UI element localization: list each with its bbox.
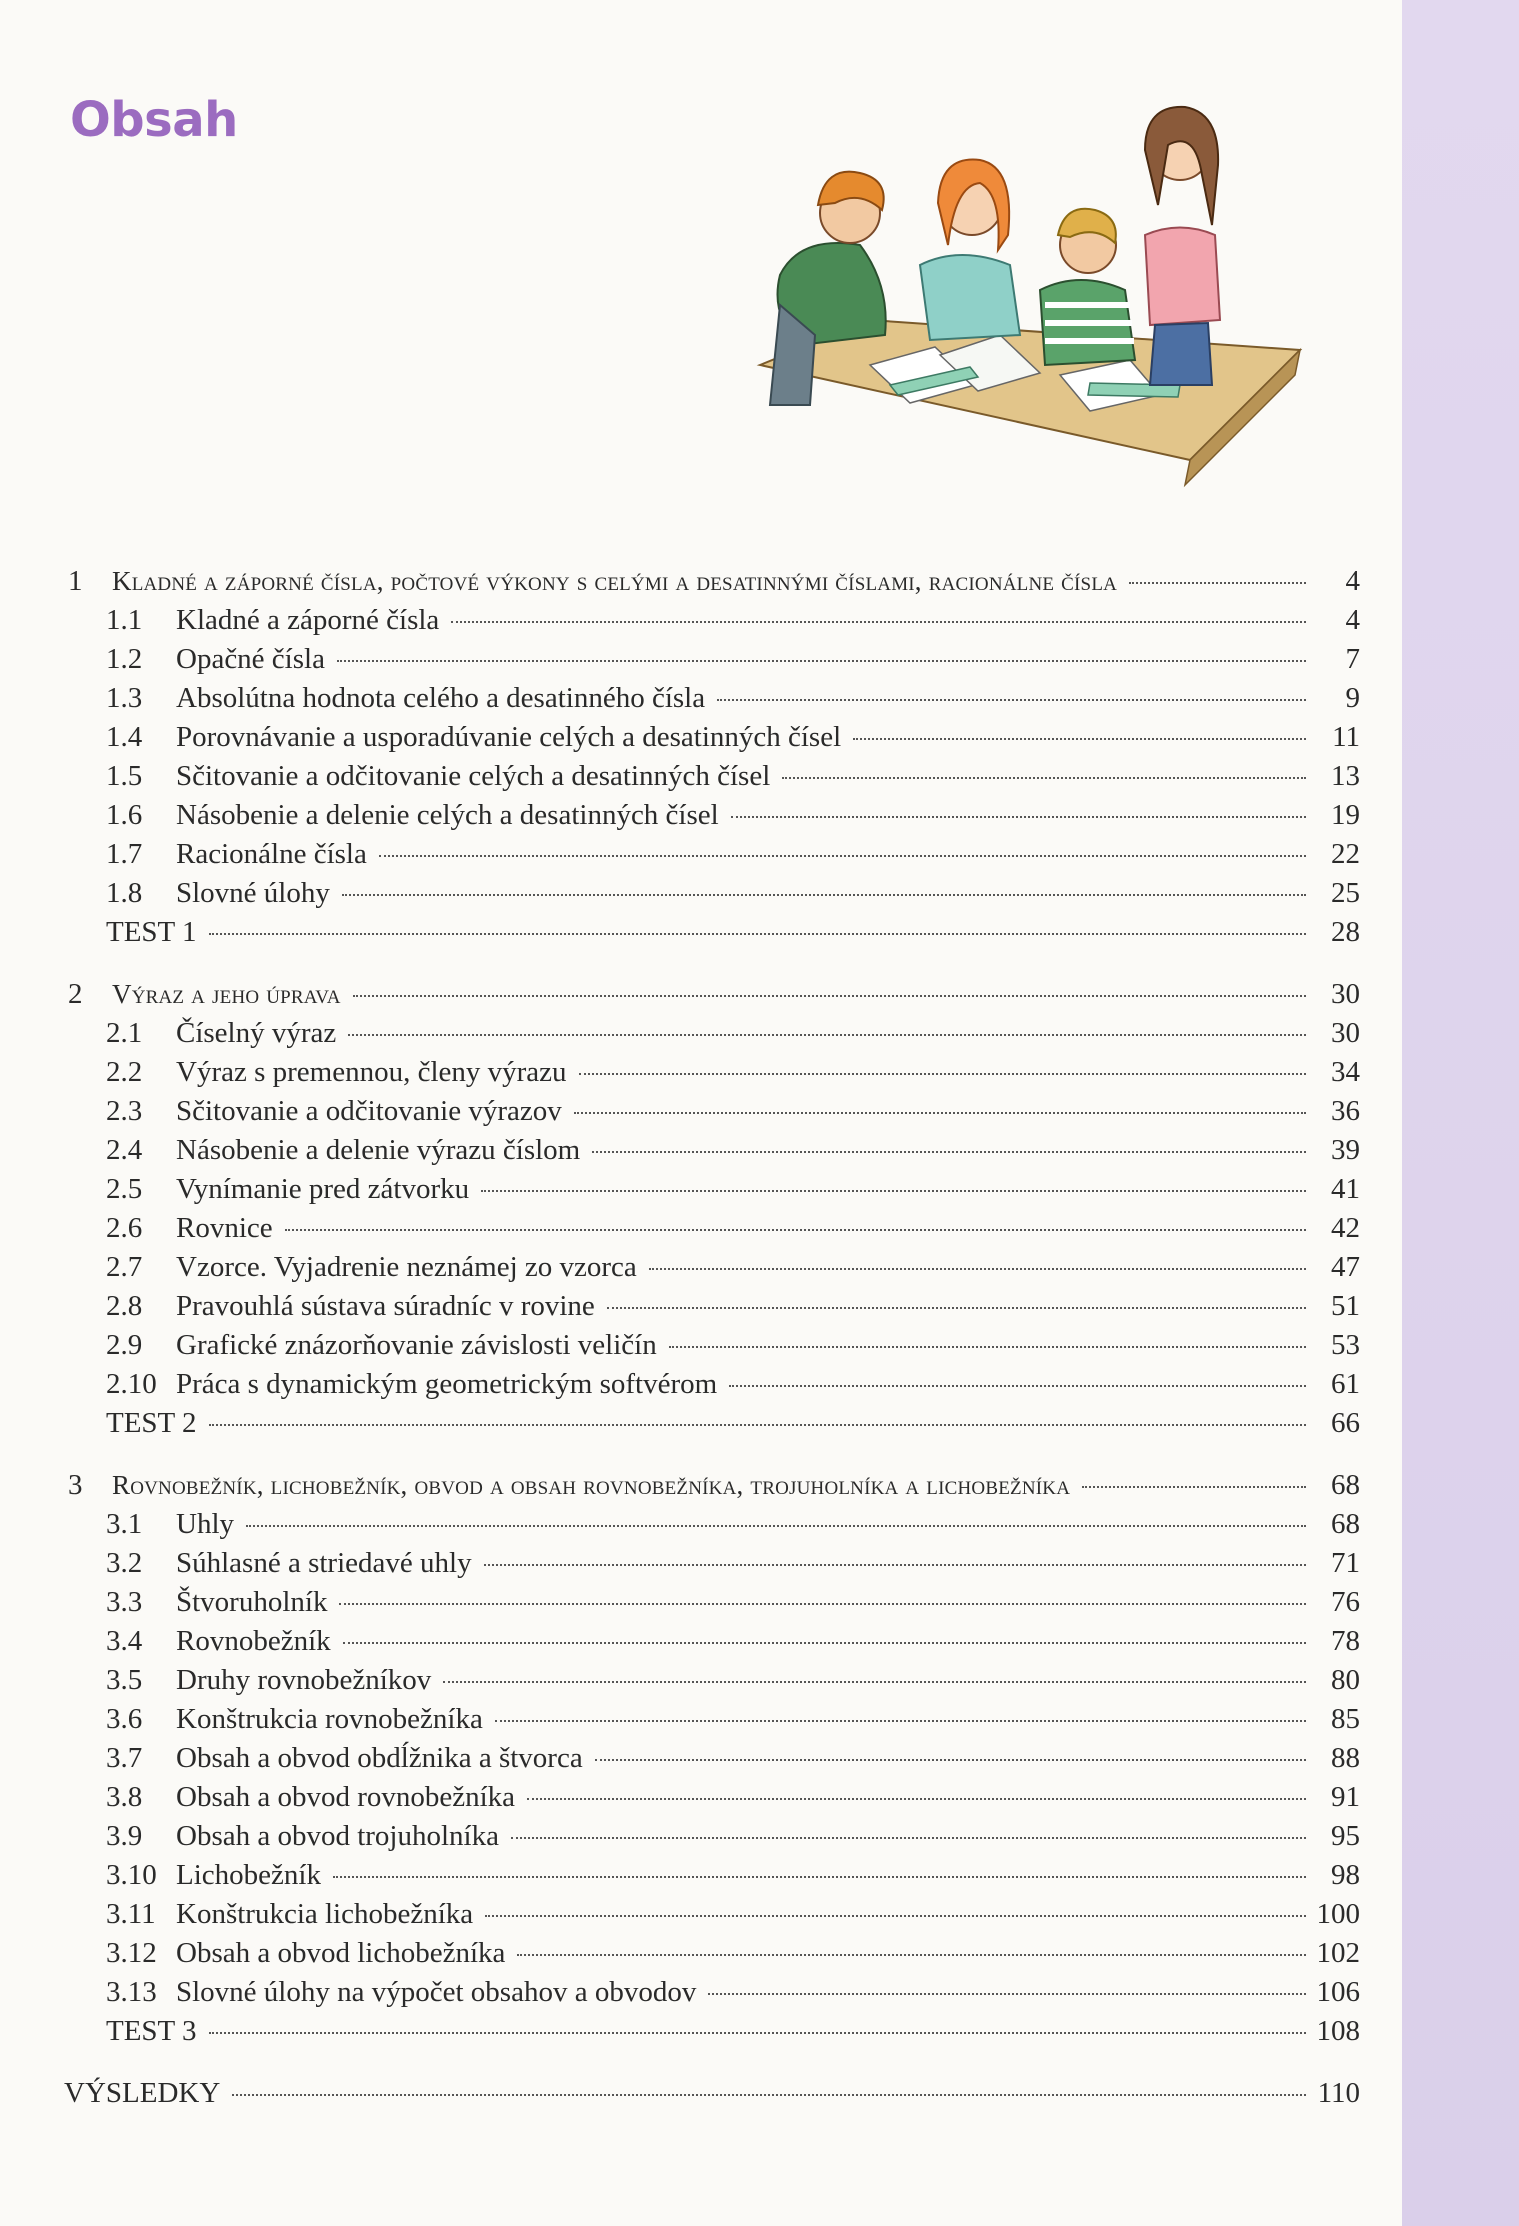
toc-entry-page-number: 22 [1331,838,1360,870]
toc-entry-title: Násobenie a delenie celých a desatinných čísel [176,799,719,831]
toc-entry-page-number: 19 [1331,799,1360,831]
dot-leader [209,2032,1307,2034]
toc-entry-title: Obsah a obvod obdĺžnika a štvorca [176,1742,583,1774]
toc-entry-number: 2.6 [106,1212,143,1244]
toc-entry-number: 3.6 [106,1703,143,1735]
toc-entry-title: Číselný výraz [176,1017,337,1049]
toc-entry-title: Slovné úlohy [176,877,330,909]
toc-entry-test[interactable] [62,2012,1362,2051]
dot-leader [484,1564,1306,1566]
toc-entry-section[interactable] [62,874,1362,913]
toc-entry-section[interactable] [62,757,1362,796]
toc-entry-number: 3.2 [106,1547,143,1579]
toc-entry-section[interactable] [62,1778,1362,1817]
toc-entry-title: Násobenie a delenie výrazu číslom [176,1134,581,1166]
dot-leader [333,1876,1306,1878]
dot-leader [485,1915,1306,1917]
toc-entry-section[interactable] [62,1973,1362,2012]
toc-entry-number: 1.7 [106,838,143,870]
toc-entry-page-number: 13 [1331,760,1360,792]
toc-entry-title: Rovnice [176,1212,273,1244]
toc-entry-test[interactable] [62,1404,1362,1443]
toc-entry-section[interactable] [62,1170,1362,1209]
toc-entry-section[interactable] [62,796,1362,835]
dot-leader [1082,1486,1306,1488]
toc-entry-title: Vynímanie pred zátvorku [176,1173,470,1205]
dot-leader [285,1229,1306,1231]
toc-entry-page-number: 47 [1331,1251,1360,1283]
toc-entry-section[interactable] [62,1505,1362,1544]
toc-entry-title: Opačné čísla [176,643,325,675]
toc-entry-page-number: 80 [1331,1664,1360,1696]
toc-entry-section[interactable] [62,1209,1362,1248]
dot-leader [379,855,1306,857]
toc-entry-title: Slovné úlohy na výpočet obsahov a obvodov [176,1976,697,2008]
toc-entry-number: 3.7 [106,1742,143,1774]
toc-spacer [62,952,1362,975]
toc-entry-number: 3.5 [106,1664,143,1696]
toc-entry-final[interactable] [62,2074,1362,2113]
toc-entry-page-number: 36 [1331,1095,1360,1127]
toc-entry-number: 1.5 [106,760,143,792]
dot-leader [246,1525,1306,1527]
toc-entry-page-number: 30 [1331,978,1360,1010]
toc-entry-page-number: 39 [1331,1134,1360,1166]
toc-entry-page-number: 108 [1316,2015,1360,2047]
toc-entry-title: Vzorce. Vyjadrenie neznámej zo vzorca [176,1251,637,1283]
toc-entry-page-number: 66 [1331,1407,1360,1439]
toc-entry-page-number: 9 [1345,682,1360,714]
toc-entry-number: 1.3 [106,682,143,714]
dot-leader [717,699,1306,701]
dot-leader [731,816,1306,818]
toc-entry-section[interactable] [62,1739,1362,1778]
dot-leader [495,1720,1306,1722]
toc-entry-section[interactable] [62,1856,1362,1895]
side-color-band [1402,0,1519,2226]
toc-entry-title: Obsah a obvod lichobežníka [176,1937,506,1969]
toc-entry-title: Výraz a jeho úprava [112,979,341,1009]
toc-entry-title: Absolútna hodnota celého a desatinného čísla [176,682,706,714]
toc-entry-title: Rovnobežník [176,1625,331,1657]
dot-leader [209,1424,1307,1426]
toc-entry-section[interactable] [62,1895,1362,1934]
toc-entry-number: 2.8 [106,1290,143,1322]
toc-entry-number: 2.9 [106,1329,143,1361]
toc-entry-number: 3.1 [106,1508,143,1540]
toc-entry-number: 2 [68,978,83,1010]
dot-leader [708,1993,1306,1995]
dot-leader [574,1112,1306,1114]
toc-entry-page-number: 25 [1331,877,1360,909]
toc-entry-number: 2.5 [106,1173,143,1205]
toc-entry-section[interactable] [62,1661,1362,1700]
toc-entry-chapter[interactable] [62,562,1362,601]
toc-entry-page-number: 85 [1331,1703,1360,1735]
toc-entry-title: TEST 3 [106,2015,197,2047]
toc-entry-section[interactable] [62,835,1362,874]
dot-leader [595,1759,1306,1761]
dot-leader [348,1034,1306,1036]
dot-leader [669,1346,1306,1348]
toc-entry-section[interactable] [62,1092,1362,1131]
toc-entry-page-number: 100 [1316,1898,1360,1930]
toc-entry-page-number: 61 [1331,1368,1360,1400]
toc-entry-page-number: 68 [1331,1508,1360,1540]
toc-entry-title: Výraz s premennou, členy výrazu [176,1056,567,1088]
toc-entry-title: Rovnobežník, lichobežník, obvod a obsah rovnobežníka, trojuholníka a lichobežníka [112,1470,1071,1500]
toc-entry-number: 1.1 [106,604,143,636]
toc-entry-section[interactable] [62,679,1362,718]
toc-entry-number: 3.10 [106,1859,157,1891]
toc-entry-number: 3 [68,1469,83,1501]
toc-entry-section[interactable] [62,1053,1362,1092]
toc-entry-section[interactable] [62,1817,1362,1856]
toc-entry-title: Súhlasné a striedavé uhly [176,1547,472,1579]
dot-leader [342,894,1306,896]
toc-entry-title: Sčitovanie a odčitovanie výrazov [176,1095,562,1127]
toc-entry-chapter[interactable] [62,1466,1362,1505]
toc-entry-page-number: 42 [1331,1212,1360,1244]
toc-entry-number: 3.8 [106,1781,143,1813]
toc-entry-number: 3.9 [106,1820,143,1852]
toc-entry-title: Obsah a obvod trojuholníka [176,1820,499,1852]
toc-entry-number: 3.3 [106,1586,143,1618]
dot-leader [511,1837,1306,1839]
dot-leader [339,1603,1306,1605]
toc-entry-page-number: 110 [1317,2077,1360,2109]
toc-entry-number: 2.3 [106,1095,143,1127]
toc-entry-number: 3.11 [106,1898,156,1930]
toc-entry-section[interactable] [62,1934,1362,1973]
toc-entry-title: Druhy rovnobežníkov [176,1664,432,1696]
toc-entry-section[interactable] [62,1131,1362,1170]
dot-leader [527,1798,1306,1800]
toc-entry-section[interactable] [62,1326,1362,1365]
dot-leader [607,1307,1306,1309]
dot-leader [517,1954,1306,1956]
dot-leader [1129,582,1306,584]
dot-leader [343,1642,1306,1644]
toc-entry-section[interactable] [62,1248,1362,1287]
toc-entry-section[interactable] [62,1544,1362,1583]
toc-entry-section[interactable] [62,601,1362,640]
dot-leader [353,995,1306,997]
toc-entry-page-number: 41 [1331,1173,1360,1205]
toc-entry-page-number: 11 [1332,721,1360,753]
toc-entry-page-number: 7 [1345,643,1360,675]
toc-entry-title: Kladné a záporné čísla, počtové výkony s celými a desatinnými číslami, racionálne čísla [112,566,1118,596]
toc-entry-title: TEST 1 [106,916,197,948]
page-title: Obsah [70,92,238,148]
toc-entry-number: 2.10 [106,1368,157,1400]
toc-entry-page-number: 4 [1345,604,1360,636]
toc-spacer [62,2051,1362,2074]
toc-entry-number: 3.13 [106,1976,157,2008]
dot-leader [232,2094,1306,2096]
toc-entry-section[interactable] [62,640,1362,679]
toc-entry-page-number: 95 [1331,1820,1360,1852]
dot-leader [592,1151,1306,1153]
dot-leader [337,660,1306,662]
toc-entry-page-number: 78 [1331,1625,1360,1657]
toc-entry-number: 1.4 [106,721,143,753]
toc-entry-title: Porovnávanie a usporadúvanie celých a desatinných čísel [176,721,842,753]
dot-leader [579,1073,1306,1075]
toc-entry-number: 2.4 [106,1134,143,1166]
toc-entry-section[interactable] [62,1622,1362,1661]
toc-entry-title: Uhly [176,1508,234,1540]
dot-leader [782,777,1306,779]
toc-entry-section[interactable] [62,1287,1362,1326]
students-illustration [740,85,1360,505]
toc-entry-section[interactable] [62,718,1362,757]
toc-entry-page-number: 51 [1331,1290,1360,1322]
toc-entry-title: Pravouhlá sústava súradníc v rovine [176,1290,595,1322]
table-of-contents [62,562,1362,2113]
toc-entry-number: 2.1 [106,1017,143,1049]
dot-leader [853,738,1306,740]
toc-entry-title: Racionálne čísla [176,838,367,870]
dot-leader [451,621,1306,623]
toc-entry-number: 2.2 [106,1056,143,1088]
toc-entry-section[interactable] [62,1583,1362,1622]
toc-entry-page-number: 71 [1331,1547,1360,1579]
toc-entry-title: Grafické znázorňovanie závislosti veličín [176,1329,657,1361]
toc-entry-number: 3.12 [106,1937,157,1969]
toc-entry-number: 1.2 [106,643,143,675]
toc-entry-number: 2.7 [106,1251,143,1283]
toc-entry-page-number: 102 [1316,1937,1360,1969]
dot-leader [649,1268,1306,1270]
toc-entry-section[interactable] [62,1365,1362,1404]
toc-entry-page-number: 53 [1331,1329,1360,1361]
toc-entry-title: TEST 2 [106,1407,197,1439]
toc-entry-title: Sčitovanie a odčitovanie celých a desatinných čísel [176,760,771,792]
dot-leader [443,1681,1306,1683]
toc-entry-page-number: 106 [1316,1976,1360,2008]
toc-entry-page-number: 28 [1331,916,1360,948]
toc-entry-page-number: 91 [1331,1781,1360,1813]
toc-entry-page-number: 76 [1331,1586,1360,1618]
toc-entry-test[interactable] [62,913,1362,952]
dot-leader [729,1385,1306,1387]
toc-entry-title: Kladné a záporné čísla [176,604,440,636]
toc-entry-title: Práca s dynamickým geometrickým softvérom [176,1368,718,1400]
toc-entry-number: 1.6 [106,799,143,831]
toc-entry-page-number: 4 [1345,565,1360,597]
toc-entry-page-number: 34 [1331,1056,1360,1088]
toc-entry-section[interactable] [62,1014,1362,1053]
toc-entry-title: Konštrukcia rovnobežníka [176,1703,483,1735]
toc-entry-page-number: 98 [1331,1859,1360,1891]
toc-spacer [62,1443,1362,1466]
toc-entry-title: Lichobežník [176,1859,321,1891]
toc-entry-section[interactable] [62,1700,1362,1739]
toc-entry-page-number: 88 [1331,1742,1360,1774]
toc-entry-title: Obsah a obvod rovnobežníka [176,1781,516,1813]
toc-entry-number: 3.4 [106,1625,143,1657]
toc-entry-number: 1 [68,565,83,597]
dot-leader [209,933,1307,935]
toc-entry-title: Konštrukcia lichobežníka [176,1898,474,1930]
dot-leader [481,1190,1306,1192]
toc-entry-title: VÝSLEDKY [64,2077,221,2109]
toc-entry-page-number: 30 [1331,1017,1360,1049]
toc-entry-number: 1.8 [106,877,143,909]
toc-entry-chapter[interactable] [62,975,1362,1014]
toc-entry-page-number: 68 [1331,1469,1360,1501]
toc-entry-title: Štvoruholník [176,1586,328,1618]
